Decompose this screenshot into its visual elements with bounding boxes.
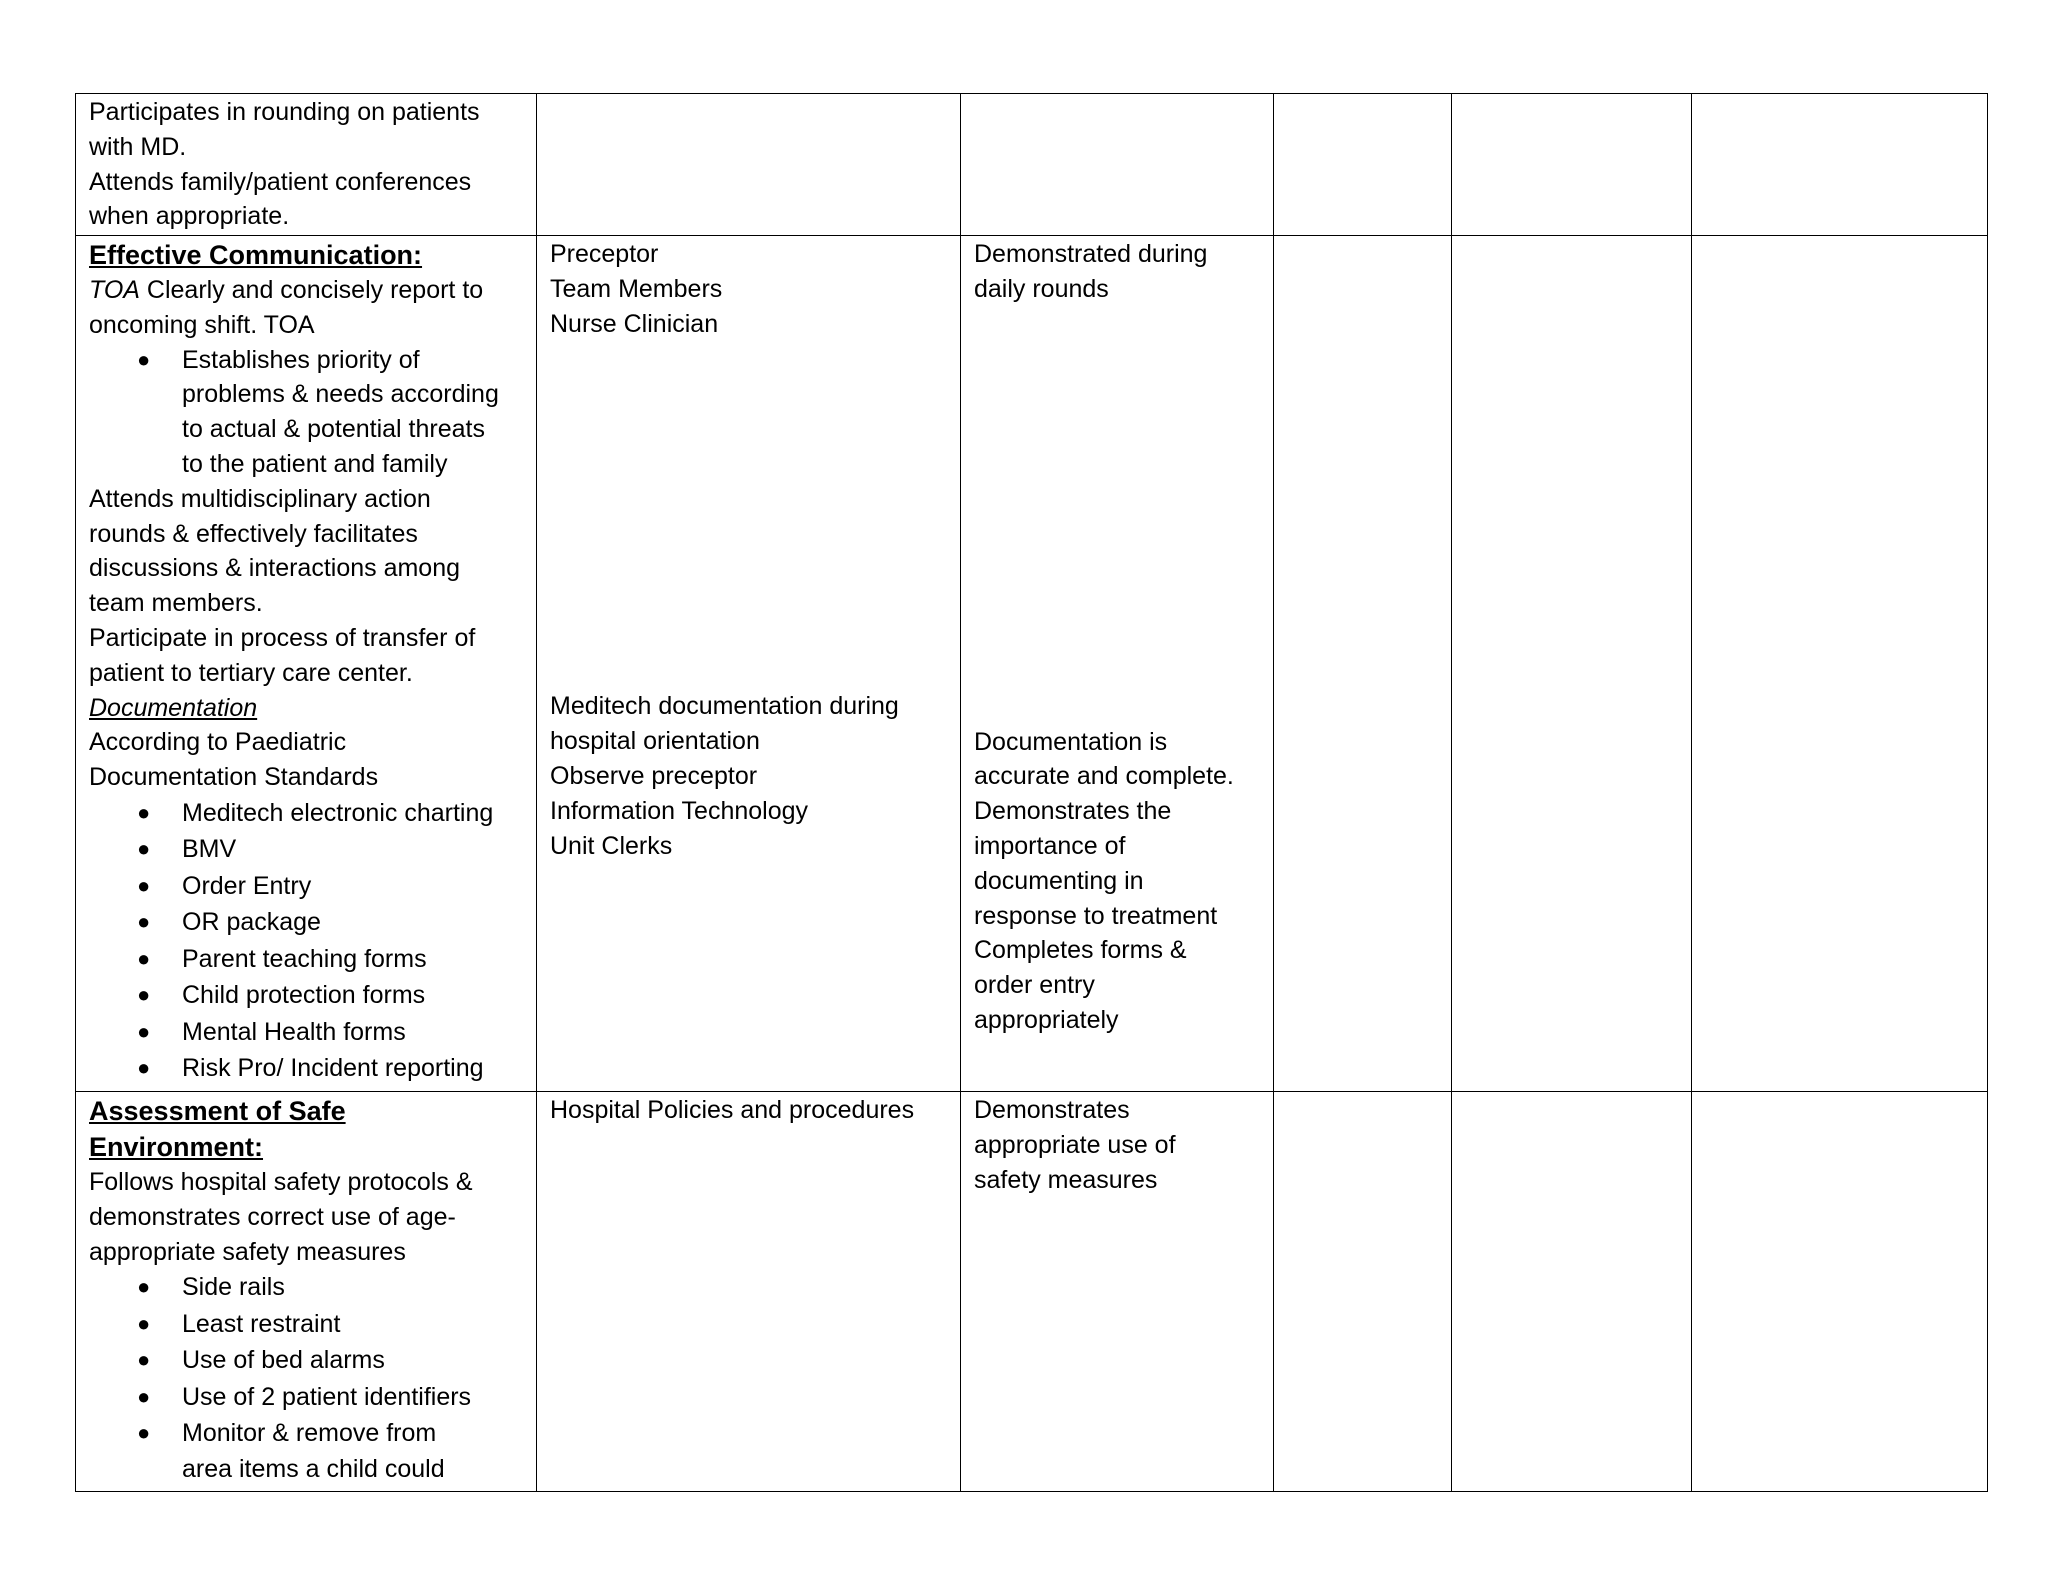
table-row bbox=[76, 236, 1988, 1092]
text-line: Preceptor bbox=[550, 240, 659, 268]
text-line: Nurse Clinician bbox=[550, 309, 719, 338]
text-line: Demonstrates bbox=[974, 1096, 1130, 1124]
text-line: oncoming shift. TOA bbox=[89, 310, 315, 339]
cell-blank-5 bbox=[1452, 236, 1692, 1092]
bullet-list bbox=[89, 1269, 523, 1486]
text-line: Participates in rounding on patients bbox=[89, 98, 480, 126]
list-item: to the patient and family bbox=[182, 449, 448, 478]
cell-evaluation bbox=[961, 236, 1274, 1092]
text-line: Observe preceptor bbox=[550, 761, 758, 790]
text-line: team members. bbox=[89, 589, 263, 618]
list-item: ● BMV bbox=[137, 835, 237, 864]
text-line: importance of bbox=[974, 831, 1126, 860]
text-line: documenting in bbox=[974, 866, 1144, 895]
competency-table bbox=[75, 93, 1988, 1492]
text-line: Attends family/patient conferences bbox=[89, 167, 472, 196]
text-line: Documentation Standards bbox=[89, 763, 379, 792]
cell-blank-6 bbox=[1692, 236, 1988, 1092]
list-item: ● Order Entry bbox=[137, 871, 312, 900]
text-line: Hospital Policies and procedures bbox=[550, 1096, 915, 1124]
text-line: Team Members bbox=[550, 274, 723, 303]
text-line: Meditech documentation during bbox=[550, 692, 899, 721]
text-line: TOA Clearly and concisely report to bbox=[89, 276, 484, 304]
list-item: ● Parent teaching forms bbox=[137, 944, 427, 973]
text-line: when appropriate. bbox=[89, 202, 290, 231]
cell-evaluation bbox=[961, 1092, 1274, 1492]
text-line: demonstrates correct use of age- bbox=[89, 1202, 456, 1231]
list-item: problems & needs according bbox=[182, 380, 499, 409]
list-item: ● Least restraint bbox=[137, 1309, 341, 1338]
text-line: daily rounds bbox=[974, 274, 1109, 303]
text-line: Participate in process of transfer of bbox=[89, 623, 476, 652]
list-item: ● Use of 2 patient identifiers bbox=[137, 1382, 472, 1411]
cell-evaluation bbox=[961, 94, 1274, 236]
section-heading: Assessment of Safe bbox=[89, 1096, 346, 1126]
text-line: order entry bbox=[974, 971, 1095, 1000]
cell-blank-6 bbox=[1692, 94, 1988, 236]
list-item: ● Child protection forms bbox=[137, 981, 426, 1010]
text-line: Attends multidisciplinary action bbox=[89, 484, 431, 513]
text-line: appropriately bbox=[974, 1005, 1119, 1034]
table-row bbox=[76, 94, 1988, 236]
text-line: According to Paediatric bbox=[89, 728, 347, 757]
cell-competency bbox=[76, 94, 537, 236]
cell-resources bbox=[537, 1092, 961, 1492]
cell-blank-5 bbox=[1452, 94, 1692, 236]
list-item: ● Meditech electronic charting bbox=[137, 798, 494, 827]
text-line: appropriate use of bbox=[974, 1130, 1176, 1159]
text-line: with MD. bbox=[89, 132, 187, 161]
text-line: Completes forms & bbox=[974, 936, 1187, 965]
text-line: Information Technology bbox=[550, 796, 809, 825]
section-heading: Environment: bbox=[89, 1132, 264, 1162]
bullet-list bbox=[89, 343, 523, 482]
list-item: ● OR package bbox=[137, 908, 321, 937]
cell-competency bbox=[76, 1092, 537, 1492]
text-line: Follows hospital safety protocols & bbox=[89, 1168, 473, 1196]
list-item: ● Risk Pro/ Incident reporting bbox=[137, 1054, 484, 1083]
subsection-heading: Documentation bbox=[89, 693, 258, 722]
list-item: area items a child could bbox=[182, 1454, 445, 1483]
cell-blank-5 bbox=[1452, 1092, 1692, 1492]
cell-competency bbox=[76, 236, 537, 1092]
list-item: ● Mental Health forms bbox=[137, 1017, 406, 1046]
cell-blank-4 bbox=[1274, 94, 1452, 236]
cell-blank-4 bbox=[1274, 236, 1452, 1092]
text-line: safety measures bbox=[974, 1165, 1158, 1194]
text-line: accurate and complete. bbox=[974, 762, 1234, 791]
text-line: Demonstrates the bbox=[974, 797, 1172, 826]
text-line: Unit Clerks bbox=[550, 831, 673, 860]
text-line: Documentation is bbox=[974, 727, 1168, 756]
bullet-list bbox=[89, 795, 523, 1087]
text-line: hospital orientation bbox=[550, 727, 760, 756]
list-item: to actual & potential threats bbox=[182, 415, 485, 444]
cell-blank-6 bbox=[1692, 1092, 1988, 1492]
text-line: response to treatment bbox=[974, 901, 1218, 930]
text-line: Demonstrated during bbox=[974, 240, 1208, 268]
cell-resources bbox=[537, 236, 961, 1092]
text-line: rounds & effectively facilitates bbox=[89, 519, 418, 548]
cell-blank-4 bbox=[1274, 1092, 1452, 1492]
table-row bbox=[76, 1092, 1988, 1492]
list-item: ● Use of bed alarms bbox=[137, 1346, 385, 1375]
text-line: patient to tertiary care center. bbox=[89, 658, 413, 687]
list-item: ● Establishes priority of bbox=[137, 345, 420, 374]
list-item: ● Side rails bbox=[137, 1273, 285, 1302]
cell-resources bbox=[537, 94, 961, 236]
list-item: ● Monitor & remove from bbox=[137, 1419, 437, 1448]
section-heading: Effective Communication: bbox=[89, 240, 423, 270]
text-line: discussions & interactions among bbox=[89, 554, 461, 583]
text-line: appropriate safety measures bbox=[89, 1237, 406, 1266]
